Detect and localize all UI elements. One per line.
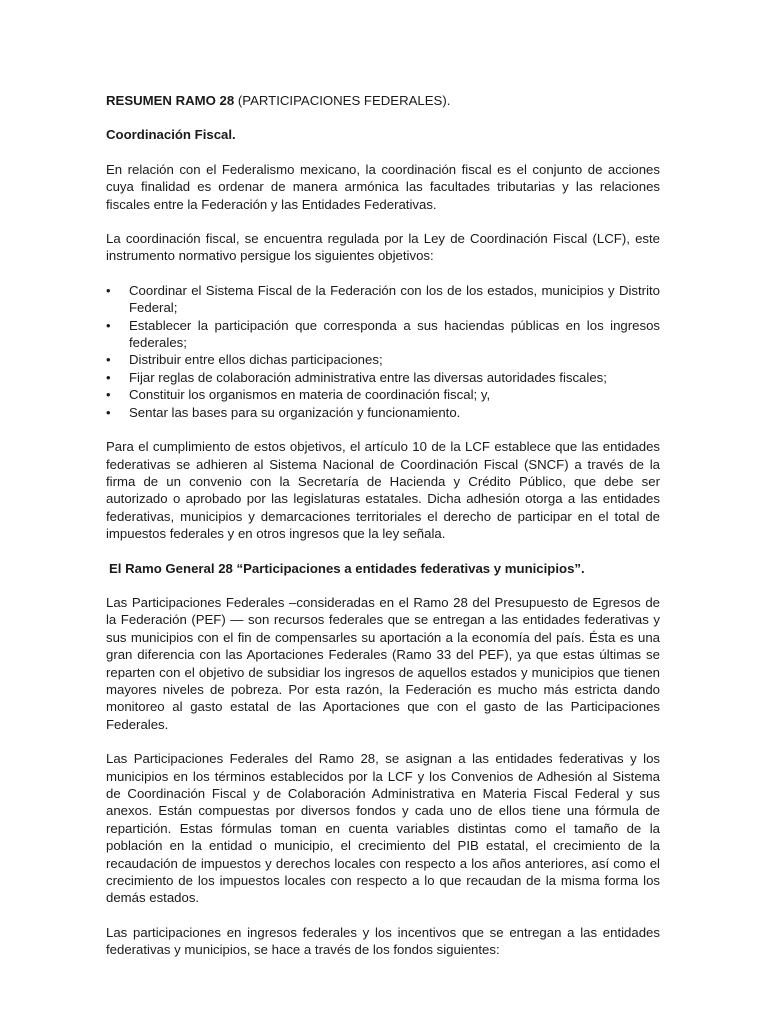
document-title-rest: (PARTICIPACIONES FEDERALES). [234, 93, 451, 108]
section-heading-coordinacion-fiscal: Coordinación Fiscal. [106, 127, 236, 143]
paragraph-federalismo: En relación con el Federalismo mexicano, la coordinación fiscal es el conjunto de acciones cuya finalidad es ordenar de manera armónica las facultades tributarias y las relaciones fiscales entre la Federación y las Entidades Federativas. [106, 161, 660, 212]
list-item-text: Coordinar el Sistema Fiscal de la Federación con los de los estados, municipios y Distrito Federal; [129, 282, 660, 316]
paragraph-asignacion-fondos: Las Participaciones Federales del Ramo 28, se asignan a las entidades federativas y los municipios en los términos establecidos por la LCF y los Convenios de Adhesión al Sistema de Coordinación Fiscal y de Colaboración Administrativa en Materia Fiscal Federal y sus anexos. Están compuestas por diversos fondos y cada uno de ellos tiene una fórmula de repartición. Estas fórmulas toman en cuenta variables distintas como el tamaño de la población en la entidad o municipio, el crecimiento del PIB estatal, el crecimiento de la recaudación de impuestos y derechos locales con respecto a los años anteriores, así como el crecimiento de los impuestos locales con respecto a lo que recaudan de la misma forma los demás estados. [106, 751, 660, 906]
document-page [106, 88, 660, 959]
list-item [106, 282, 660, 317]
document-title-bold: RESUMEN RAMO 28 [106, 93, 235, 108]
list-item [106, 317, 660, 352]
bullet-icon: • [106, 369, 111, 385]
paragraph-participaciones-federales: Las Participaciones Federales –consideradas en el Ramo 28 del Presupuesto de Egresos de la Federación (PEF) — son recursos federales que se entregan a las entidades federativas y sus municipios con el fin de compensarles su aportación a la economía del país. Ésta es una gran diferencia con las Aportaciones Federales (Ramo 33 del PEF), ya que estas últimas se reparten con el objetivo de subsidiar los ingresos de aquellos estados y municipios que tienen mayores niveles de pobreza. Por esta razón, la Federación es mucho más estricta dando monitoreo al gasto estatal de las Aportaciones que con el gasto de las Participaciones Federales. [106, 594, 660, 732]
paragraph-fondos-siguientes: Las participaciones en ingresos federales y los incentivos que se entregan a las entidades federativas y municipios, se hace a través de los fondos siguientes: [106, 924, 660, 958]
bullet-icon: • [106, 282, 111, 298]
list-item-text: Distribuir entre ellos dichas participaciones; [129, 352, 383, 368]
bullet-icon: • [106, 352, 111, 368]
list-item [106, 404, 660, 421]
list-item-text: Establecer la participación que corresponda a sus haciendas públicas en los ingresos federales; [129, 317, 660, 351]
list-item-text: Sentar las bases para su organización y funcionamiento. [129, 404, 461, 420]
paragraph-lcf-objetivos: La coordinación fiscal, se encuentra regulada por la Ley de Coordinación Fiscal (LCF), este instrumento normativo persigue los siguientes objetivos: [106, 231, 660, 264]
bullet-icon: • [106, 317, 111, 333]
objetivos-bullet-list [106, 282, 660, 421]
bullet-icon: • [106, 387, 111, 403]
list-item [106, 351, 660, 368]
section-heading-ramo-28: El Ramo General 28 “Participaciones a entidades federativas y municipios”. [109, 560, 585, 576]
list-item-text: Fijar reglas de colaboración administrativa entre las diversas autoridades fiscales; [129, 369, 607, 385]
list-item-text: Constituir los organismos en materia de coordinación fiscal; y, [129, 387, 491, 403]
paragraph-articulo-10: Para el cumplimiento de estos objetivos, el artículo 10 de la LCF establece que las entidades federativas se adhieren al Sistema Nacional de Coordinación Fiscal (SNCF) a través de la firma de un convenio con la Secretaría de Hacienda y Crédito Público, que debe ser autorizado o aprobado por las legislaturas estatales. Dicha adhesión otorga a las entidades federativas, municipios y demarcaciones territoriales el derecho de participar en el total de impuestos federales y en otros ingresos que la ley señala. [106, 439, 660, 542]
bullet-icon: • [106, 404, 111, 420]
list-item [106, 386, 660, 403]
list-item [106, 369, 660, 386]
document-title [106, 92, 660, 109]
